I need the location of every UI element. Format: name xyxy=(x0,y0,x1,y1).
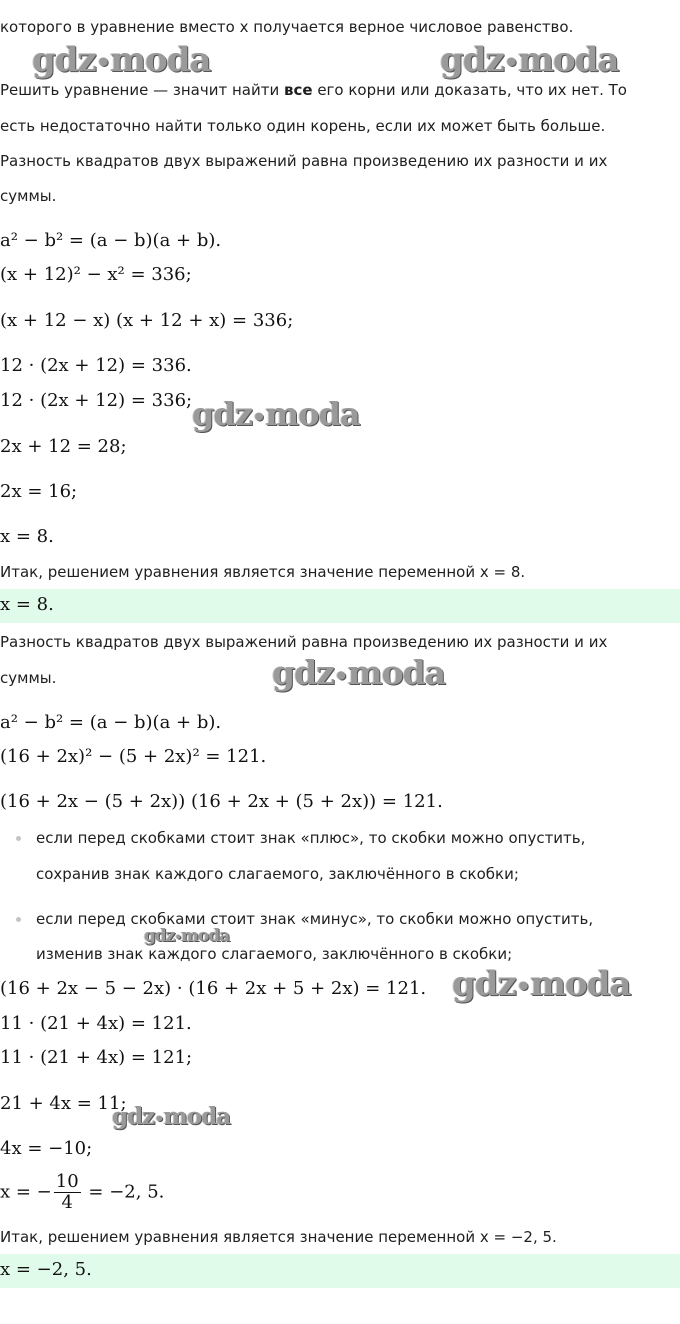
conclusion-line: Итак, решением уравнения является значение переменной x = 8. xyxy=(0,563,526,581)
bullet-dot xyxy=(16,917,21,922)
answer-box xyxy=(0,1254,680,1288)
fraction-numerator: 10 xyxy=(55,1171,79,1192)
formula-line: a² − b² = (a − b)(a + b). xyxy=(0,712,222,733)
bullet-dot xyxy=(16,836,21,841)
formula-line: (16 + 2x − (5 + 2x)) (16 + 2x + (5 + 2x)) = 121. xyxy=(0,791,443,812)
text-line: есть недостаточно найти только один корень, если их может быть больше. xyxy=(0,117,606,135)
fraction-denominator: 4 xyxy=(61,1192,73,1213)
formula-line-fraction xyxy=(0,1172,164,1213)
formula-fragment: = −2, 5. xyxy=(88,1181,165,1203)
watermark-logo: gdz•moda xyxy=(452,964,631,1004)
formula-line: a² − b² = (a − b)(a + b). xyxy=(0,230,222,251)
fraction xyxy=(54,1172,81,1213)
watermark-logo: gdz•moda xyxy=(144,926,230,946)
text-fragment: его корни или доказать, что их нет. То xyxy=(312,81,627,99)
list-item-text: сохранив знак каждого слагаемого, заключённого в скобки; xyxy=(36,865,519,883)
formula-line: 12 · (2x + 12) = 336. xyxy=(0,355,192,376)
text-line: суммы. xyxy=(0,669,57,687)
formula-line: (16 + 2x)² − (5 + 2x)² = 121. xyxy=(0,746,267,767)
text-line xyxy=(0,81,627,99)
watermark-logo: gdz•moda xyxy=(32,40,211,80)
text-line: Разность квадратов двух выражений равна произведению их разности и их xyxy=(0,152,608,170)
formula-line: 11 · (21 + 4x) = 121; xyxy=(0,1047,193,1068)
watermark-logo: gdz•moda xyxy=(440,40,619,80)
formula-line: 4x = −10; xyxy=(0,1138,93,1159)
formula-line: 2x + 12 = 28; xyxy=(0,436,127,457)
formula-line: 12 · (2x + 12) = 336; xyxy=(0,390,193,411)
formula-line: (x + 12)² − x² = 336; xyxy=(0,264,192,285)
text-fragment: Решить уравнение — значит найти xyxy=(0,81,284,99)
watermark-logo: gdz•moda xyxy=(272,653,446,692)
text-line: которого в уравнение вместо x получается верное числовое равенство. xyxy=(0,18,574,36)
conclusion-line: Итак, решением уравнения является значение переменной x = −2, 5. xyxy=(0,1228,557,1246)
answer: x = 8. xyxy=(0,594,54,615)
formula-line: 11 · (21 + 4x) = 121. xyxy=(0,1013,192,1034)
formula-line: (16 + 2x − 5 − 2x) · (16 + 2x + 5 + 2x) = 121. xyxy=(0,978,427,999)
formula-line: (x + 12 − x) (x + 12 + x) = 336; xyxy=(0,310,294,331)
text-line: Разность квадратов двух выражений равна произведению их разности и их xyxy=(0,633,608,651)
list-item-text: если перед скобками стоит знак «плюс», то скобки можно опустить, xyxy=(36,829,586,847)
formula-fragment: x = − xyxy=(0,1181,52,1203)
formula-line: x = 8. xyxy=(0,526,54,547)
watermark-logo: gdz•moda xyxy=(112,1103,231,1130)
answer: x = −2, 5. xyxy=(0,1259,92,1280)
list-item-text: изменив знак каждого слагаемого, заключённого в скобки; xyxy=(36,945,513,963)
answer-box xyxy=(0,589,680,623)
formula-line: 21 + 4x = 11; xyxy=(0,1093,127,1114)
list-item-text: если перед скобками стоит знак «минус», то скобки можно опустить, xyxy=(36,910,594,928)
watermark-logo: gdz•moda xyxy=(192,395,360,433)
text-line: суммы. xyxy=(0,187,57,205)
formula-line: 2x = 16; xyxy=(0,481,78,502)
bold-word: все xyxy=(283,81,313,99)
